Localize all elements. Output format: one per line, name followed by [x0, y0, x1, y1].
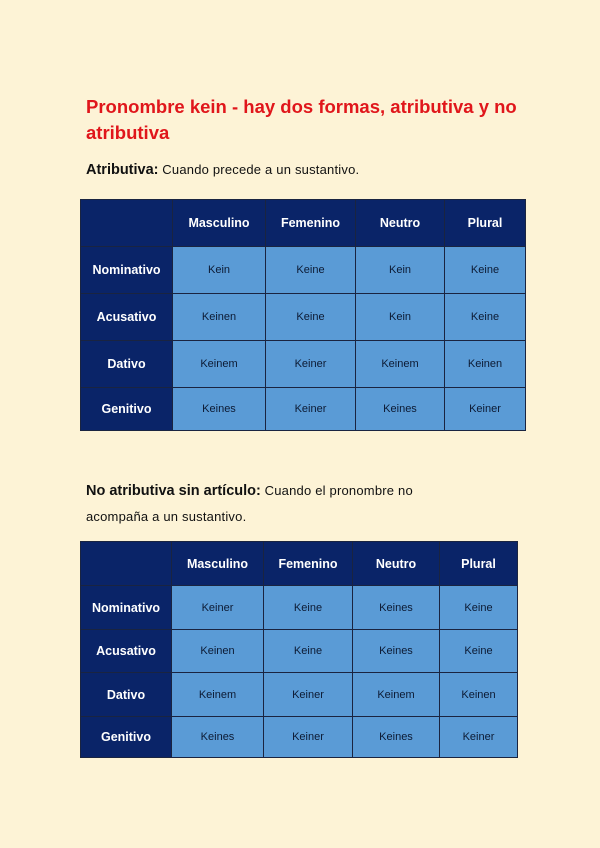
- corner-cell: [81, 542, 172, 586]
- column-header: Plural: [440, 542, 518, 586]
- table-row: [81, 341, 526, 388]
- table-cell: Keines: [173, 388, 266, 431]
- corner-cell: [81, 200, 173, 247]
- table-cell: Keinem: [353, 673, 440, 717]
- table-cell: Keine: [264, 630, 353, 673]
- table-cell: Keiner: [445, 388, 526, 431]
- table-non-attributive: [80, 541, 518, 758]
- column-header: Plural: [445, 200, 526, 247]
- table-row: [81, 630, 518, 673]
- table-cell: Keine: [440, 586, 518, 630]
- row-header: Nominativo: [81, 247, 173, 294]
- row-header: Acusativo: [81, 630, 172, 673]
- table-row: [81, 717, 518, 758]
- section2-label: No atributiva sin artículo:: [86, 483, 261, 499]
- table-cell: Keinen: [172, 630, 264, 673]
- row-header: Genitivo: [81, 388, 173, 431]
- table-header-row: [81, 542, 518, 586]
- table-row: [81, 673, 518, 717]
- column-header: Masculino: [172, 542, 264, 586]
- table-row: [81, 294, 526, 341]
- table-cell: Keiner: [266, 388, 356, 431]
- table-header-row: [81, 200, 526, 247]
- table-cell: Keinem: [173, 341, 266, 388]
- table-cell: Keinem: [172, 673, 264, 717]
- table-cell: Keiner: [440, 717, 518, 758]
- column-header: Neutro: [356, 200, 445, 247]
- row-header: Dativo: [81, 341, 173, 388]
- page-title: Pronombre kein - hay dos formas, atributiva y no atributiva: [86, 96, 517, 143]
- row-header: Dativo: [81, 673, 172, 717]
- table-cell: Kein: [356, 294, 445, 341]
- table-cell: Keinen: [445, 341, 526, 388]
- table-cell: Keiner: [264, 717, 353, 758]
- column-header: Femenino: [264, 542, 353, 586]
- table-cell: Keiner: [264, 673, 353, 717]
- row-header: Genitivo: [81, 717, 172, 758]
- table-cell: Keines: [356, 388, 445, 431]
- table-row: [81, 388, 526, 431]
- section1-paragraph: [86, 157, 526, 183]
- table-cell: Keines: [353, 630, 440, 673]
- table-cell: Keine: [445, 247, 526, 294]
- table-cell: Keines: [353, 586, 440, 630]
- column-header: Masculino: [173, 200, 266, 247]
- section1-label: Atributiva:: [86, 162, 159, 178]
- section2-text-line1: Cuando el pronombre no: [260, 483, 413, 498]
- table-cell: Keine: [264, 586, 353, 630]
- table-cell: Kein: [356, 247, 445, 294]
- table-cell: Keinem: [356, 341, 445, 388]
- row-header: Nominativo: [81, 586, 172, 630]
- table-cell: Keine: [266, 294, 356, 341]
- section2-text-line2: acompaña a un sustantivo.: [86, 509, 247, 524]
- column-header: Neutro: [353, 542, 440, 586]
- section1-text: Cuando precede a un sustantivo.: [158, 162, 360, 177]
- table-cell: Keinen: [173, 294, 266, 341]
- column-header: Femenino: [266, 200, 356, 247]
- table-cell: Keiner: [172, 586, 264, 630]
- row-header: Acusativo: [81, 294, 173, 341]
- table-attributive: [80, 199, 526, 431]
- table-cell: Keinen: [440, 673, 518, 717]
- table-row: [81, 586, 518, 630]
- table-cell: Keine: [445, 294, 526, 341]
- table-cell: Kein: [173, 247, 266, 294]
- table-cell: Keines: [353, 717, 440, 758]
- table-cell: Keiner: [266, 341, 356, 388]
- section2-paragraph: [86, 478, 526, 529]
- table-row: [81, 247, 526, 294]
- table-cell: Keine: [440, 630, 518, 673]
- table-cell: Keine: [266, 247, 356, 294]
- table-cell: Keines: [172, 717, 264, 758]
